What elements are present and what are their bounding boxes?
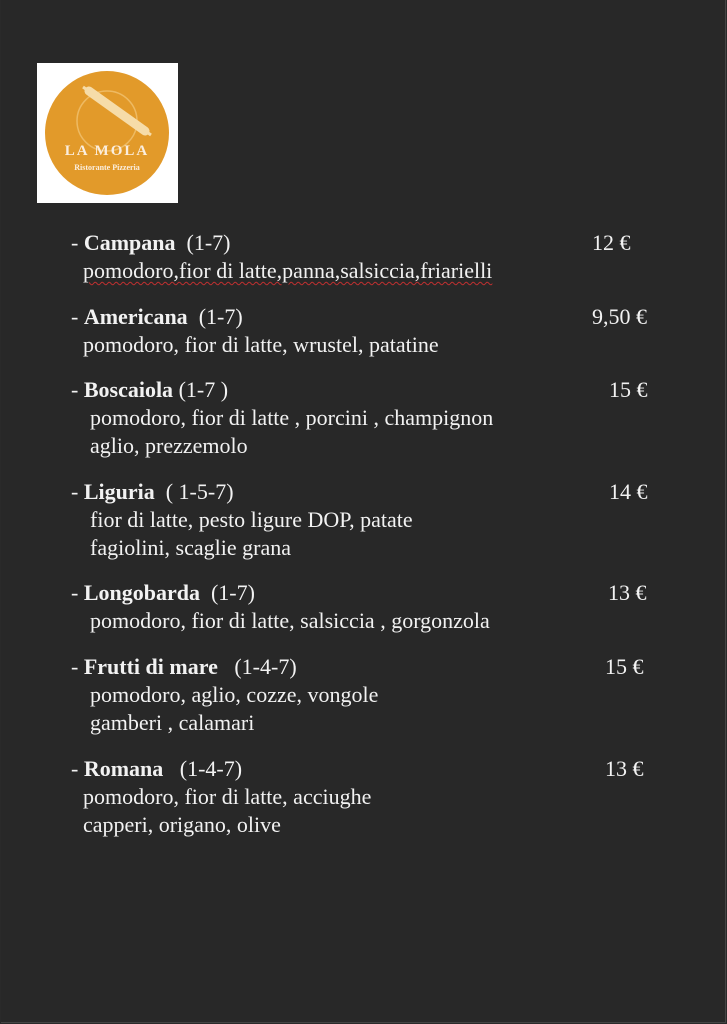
item-name: Liguria xyxy=(83,479,155,504)
item-ingredients: pomodoro, fior di latte, wrustel, patatine xyxy=(83,332,439,357)
menu-item-longobarda: - Longobarda (1-7) 13 € pomodoro, fior di latte, salsiccia , gorgonzola xyxy=(71,579,671,635)
item-price: 13 € xyxy=(608,580,647,605)
item-name: Longobarda xyxy=(83,580,200,605)
item-ingredients: pomodoro, fior di latte , porcini , champignon xyxy=(90,405,494,430)
item-ingredients: capperi, origano, olive xyxy=(83,812,281,837)
item-price: 12 € xyxy=(592,230,631,255)
logo-subtitle: Ristorante Pizzeria xyxy=(74,163,140,172)
item-allergens: (1-4-7) xyxy=(234,654,297,679)
item-name: Boscaiola xyxy=(83,377,174,402)
item-ingredients: fior di latte, pesto ligure DOP, patate xyxy=(90,507,413,532)
item-allergens: (1-4-7) xyxy=(179,756,243,781)
menu-page xyxy=(1,0,726,1023)
menu-item-americana: - Americana (1-7) 9,50 € pomodoro, fior di latte, wrustel, patatine xyxy=(71,303,671,359)
item-ingredients: fagiolini, scaglie grana xyxy=(90,535,291,560)
item-ingredients: aglio, prezzemolo xyxy=(90,433,248,458)
item-allergens: ( 1-5-7) xyxy=(165,479,234,504)
rolling-pin-icon xyxy=(45,71,169,195)
item-allergens: (1-7) xyxy=(210,580,255,605)
item-allergens: (1-7) xyxy=(186,230,231,255)
item-ingredients: pomodoro,fior di latte,panna,salsiccia,friarielli xyxy=(83,258,493,283)
item-price: 13 € xyxy=(605,756,644,781)
logo-title: LA MOLA xyxy=(64,143,150,159)
item-ingredients: pomodoro, fior di latte, salsiccia , gorgonzola xyxy=(90,608,490,633)
menu-item-romana: - Romana (1-4-7) 13 € pomodoro, fior di latte, acciughe capperi, origano, olive xyxy=(71,755,671,839)
menu-item-boscaiola: - Boscaiola (1-7 ) 15 € pomodoro, fior di latte , porcini , champignon aglio, prezzemolo xyxy=(71,376,671,460)
menu-item-campana: - Campana (1-7) 12 € pomodoro,fior di latte,panna,salsiccia,friarielli xyxy=(71,229,671,285)
logo-circle xyxy=(45,71,169,195)
menu-item-frutti-di-mare: - Frutti di mare (1-4-7) 15 € pomodoro, aglio, cozze, vongole gamberi , calamari xyxy=(71,653,671,737)
item-allergens: (1-7 ) xyxy=(178,377,229,402)
menu-item-liguria: - Liguria ( 1-5-7) 14 € fior di latte, pesto ligure DOP, patate fagiolini, scaglie grana xyxy=(71,478,671,562)
item-allergens: (1-7) xyxy=(198,304,243,329)
item-name: Campana xyxy=(83,230,176,255)
item-price: 9,50 € xyxy=(592,304,647,329)
item-name: Romana xyxy=(83,756,164,781)
item-ingredients: gamberi , calamari xyxy=(90,710,255,735)
restaurant-logo xyxy=(37,63,178,203)
item-price: 14 € xyxy=(609,479,648,504)
item-price: 15 € xyxy=(609,377,648,402)
item-ingredients: pomodoro, aglio, cozze, vongole xyxy=(90,682,379,707)
item-name: Frutti di mare xyxy=(83,654,218,679)
item-name: Americana xyxy=(83,304,188,329)
item-price: 15 € xyxy=(605,654,644,679)
item-ingredients: pomodoro, fior di latte, acciughe xyxy=(83,784,372,809)
